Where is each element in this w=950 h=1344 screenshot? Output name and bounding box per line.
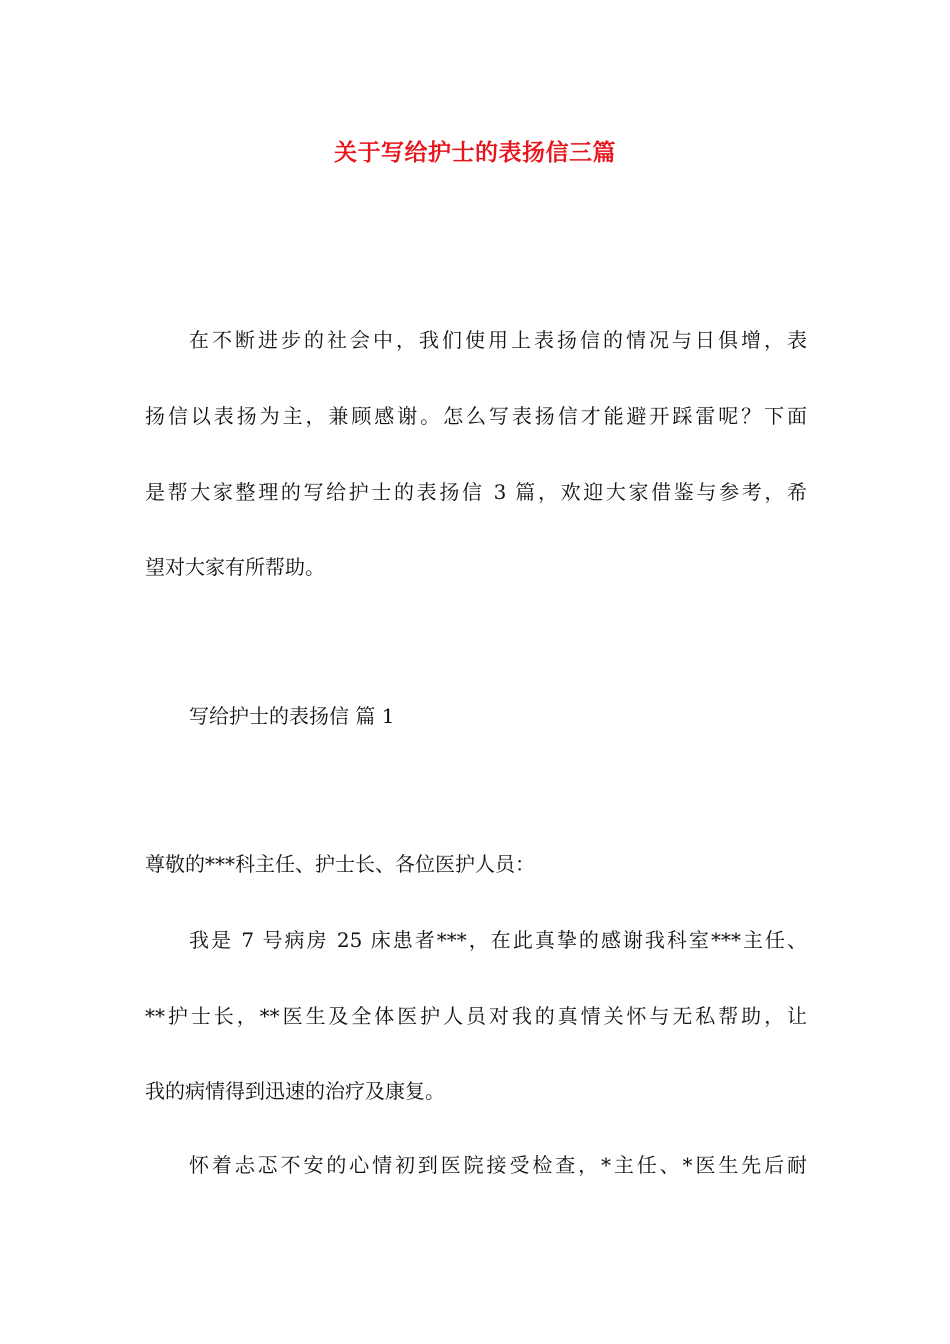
paragraph-line: **护士长，**医生及全体医护人员对我的真情关怀与无私帮助，让 (145, 1004, 807, 1028)
paragraph-line: 我是 7 号病房 25 床患者***，在此真挚的感谢我科室***主任、 (189, 928, 807, 952)
paragraph-line: 我的病情得到迅速的治疗及康复。 (145, 1079, 445, 1103)
letter-salutation: 尊敬的***科主任、护士长、各位医护人员： (145, 852, 535, 876)
intro-line: 扬信以表扬为主，兼顾感谢。怎么写表扬信才能避开踩雷呢？下面 (145, 404, 807, 428)
paragraph-line: 怀着忐忑不安的心情初到医院接受检查，*主任、*医生先后耐 (189, 1153, 807, 1177)
intro-line: 是帮大家整理的写给护士的表扬信 3 篇，欢迎大家借鉴与参考，希 (145, 480, 807, 504)
intro-line: 望对大家有所帮助。 (145, 555, 325, 579)
intro-line: 在不断进步的社会中，我们使用上表扬信的情况与日俱增，表 (189, 328, 807, 352)
document-title: 关于写给护士的表扬信三篇 (334, 140, 616, 166)
section-heading: 写给护士的表扬信 篇 1 (189, 704, 395, 728)
